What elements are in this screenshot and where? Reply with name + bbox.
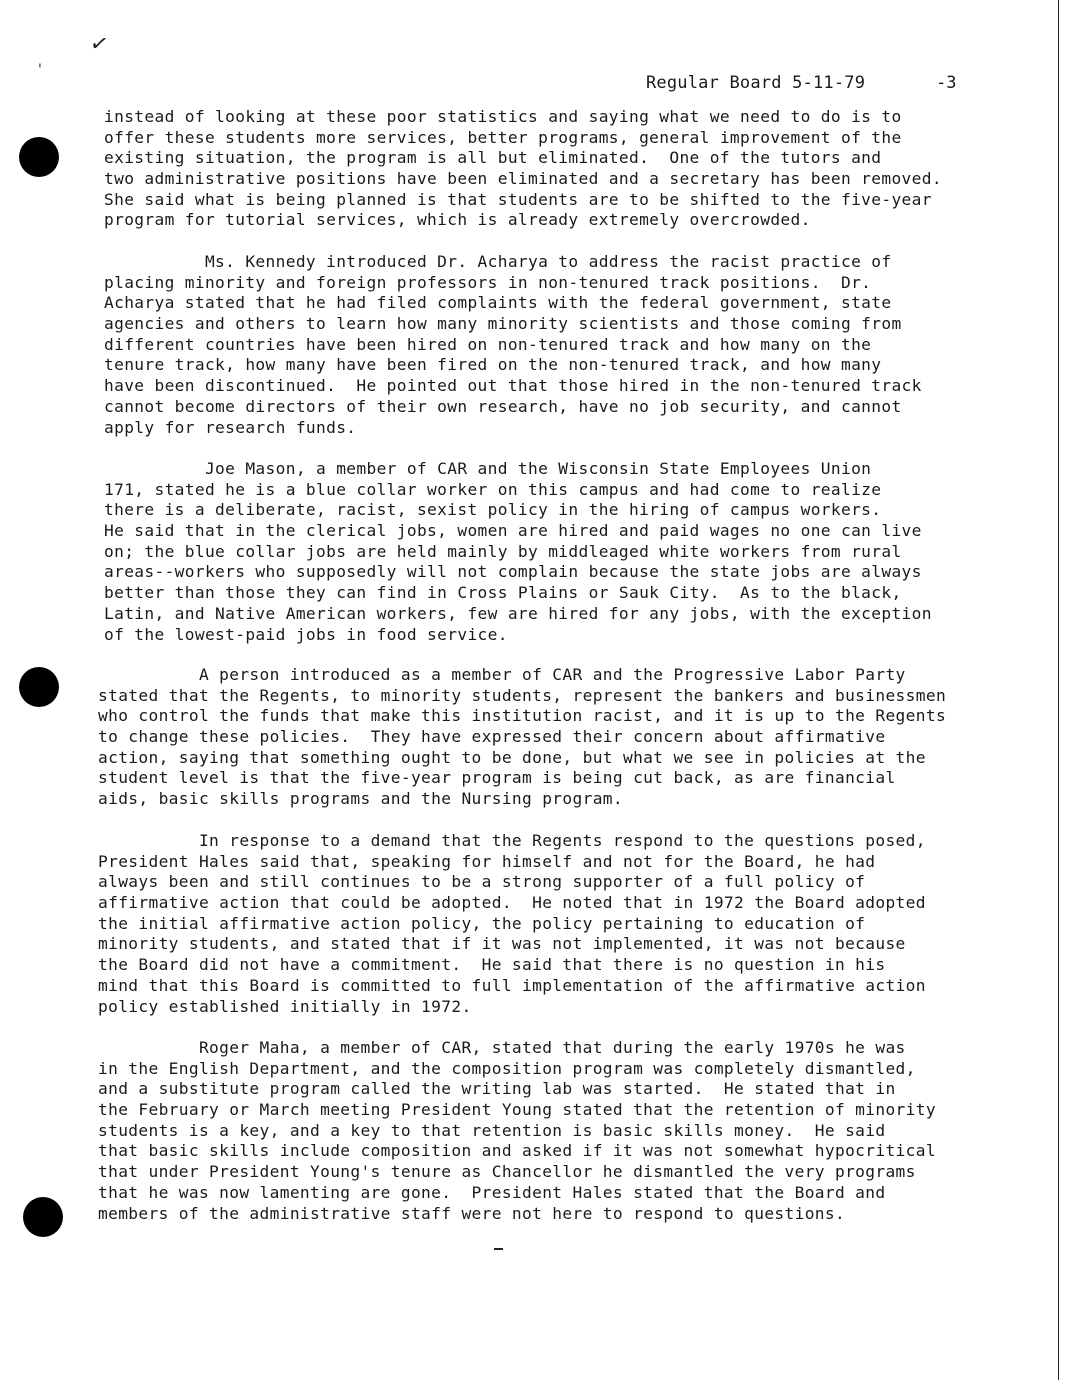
text-line: apply for research funds. (104, 417, 357, 437)
text-line: policy established initially in 1972. (98, 996, 472, 1016)
text-line: always been and still continues to be a strong supporter of a full policy of (98, 872, 866, 892)
stray-tick-mark: ' (38, 62, 42, 78)
text-line: Joe Mason, a member of CAR and the Wisconsin State Employees Union (104, 459, 872, 478)
text-line: President Hales said that, speaking for himself and not for the Board, he had (98, 851, 876, 871)
footer-dash (494, 1248, 503, 1250)
text-line: stated that the Regents, to minority students, represent the bankers and businessmen (98, 685, 947, 705)
text-line: different countries have been hired on non-tenured track and how many on the (104, 334, 872, 354)
text-line: In response to a demand that the Regents respond to the questions posed, (98, 831, 926, 850)
text-line: Roger Maha, a member of CAR, stated that during the early 1970s he was (98, 1038, 906, 1057)
text-line: program for tutorial services, which is already extremely overcrowded. (104, 210, 811, 230)
text-line: on; the blue collar jobs are held mainly by middleaged white workers from rural (104, 541, 902, 561)
paragraph-6 (98, 1038, 936, 1224)
text-line: offer these students more services, better programs, general improvement of the (104, 127, 902, 147)
text-line: Acharya stated that he had filed complaints with the federal government, state (104, 293, 892, 313)
text-line: that under President Young's tenure as Chancellor he dismantled the very programs (98, 1162, 916, 1182)
text-line: areas--workers who supposedly will not complain because the state jobs are always (104, 562, 922, 582)
text-line: He said that in the clerical jobs, women are hired and paid wages no one can live (104, 521, 922, 541)
text-line: agencies and others to learn how many minority scientists and those coming from (104, 314, 902, 334)
text-line: She said what is being planned is that students are to be shifted to the five-year (104, 189, 932, 209)
text-line: members of the administrative staff were not here to respond to questions. (98, 1203, 846, 1223)
text-line: to change these policies. They have expressed their concern about affirmative (98, 727, 886, 747)
text-line: Ms. Kennedy introduced Dr. Acharya to address the racist practice of (104, 252, 892, 271)
text-line: tenure track, how many have been fired on the non-tenured track, and how many (104, 355, 882, 375)
text-line: the Board did not have a commitment. He said that there is no question in his (98, 955, 886, 975)
text-line: the February or March meeting President Young stated that the retention of minority (98, 1100, 936, 1120)
text-line: of the lowest-paid jobs in food service. (104, 624, 508, 644)
text-line: minority students, and stated that if it was not implemented, it was not because (98, 934, 906, 954)
text-line: action, saying that something ought to be done, but what we see in policies at the (98, 747, 926, 767)
text-line: instead of looking at these poor statistics and saying what we need to do is to (104, 107, 902, 126)
page-number: -3 (936, 73, 957, 93)
text-line: student level is that the five-year program is being cut back, as are financial (98, 768, 896, 788)
text-line: aids, basic skills programs and the Nursing program. (98, 789, 623, 809)
text-line: the initial affirmative action policy, the policy pertaining to education of (98, 913, 866, 933)
punch-hole-middle (19, 667, 59, 707)
text-line: better than those they can find in Cross Plains or Sauk City. As to the black, (104, 583, 902, 603)
text-line: that he was now lamenting are gone. President Hales stated that the Board and (98, 1182, 886, 1202)
text-line: mind that this Board is committed to full implementation of the affirmative action (98, 975, 926, 995)
text-line: and a substitute program called the writing lab was started. He stated that in (98, 1079, 896, 1099)
text-line: 171, stated he is a blue collar worker on this campus and had come to realize (104, 479, 882, 499)
text-line: there is a deliberate, racist, sexist policy in the hiring of campus workers. (104, 500, 882, 520)
text-line: that basic skills include composition and asked if it was not somewhat hypocritical (98, 1141, 936, 1161)
text-line: have been discontinued. He pointed out that those hired in the non-tenured track (104, 376, 922, 396)
text-line: Latin, and Native American workers, few are hired for any jobs, with the exception (104, 603, 932, 623)
text-line: existing situation, the program is all but eliminated. One of the tutors and (104, 148, 882, 168)
text-line: affirmative action that could be adopted. He noted that in 1972 the Board adopted (98, 893, 926, 913)
page-header-title: Regular Board 5-11-79 (646, 73, 866, 93)
paragraph-1 (104, 107, 942, 231)
punch-hole-bottom (23, 1197, 63, 1237)
paragraph-2 (104, 252, 922, 438)
text-line: who control the funds that make this institution racist, and it is up to the Regents (98, 706, 947, 726)
punch-hole-top (19, 137, 59, 177)
page-edge-line (1058, 0, 1059, 1380)
text-line: A person introduced as a member of CAR and the Progressive Labor Party (98, 665, 906, 684)
text-line: in the English Department, and the composition program was completely dismantled, (98, 1058, 916, 1078)
handwritten-check-mark: ✓ (87, 30, 111, 59)
paragraph-5 (98, 831, 926, 1017)
paragraph-4 (98, 665, 946, 810)
text-line: placing minority and foreign professors in non-tenured track positions. Dr. (104, 272, 872, 292)
text-line: two administrative positions have been eliminated and a secretary has been removed. (104, 169, 942, 189)
paragraph-3 (104, 459, 932, 645)
text-line: students is a key, and a key to that retention is basic skills money. He said (98, 1120, 886, 1140)
text-line: cannot become directors of their own research, have no job security, and cannot (104, 396, 902, 416)
